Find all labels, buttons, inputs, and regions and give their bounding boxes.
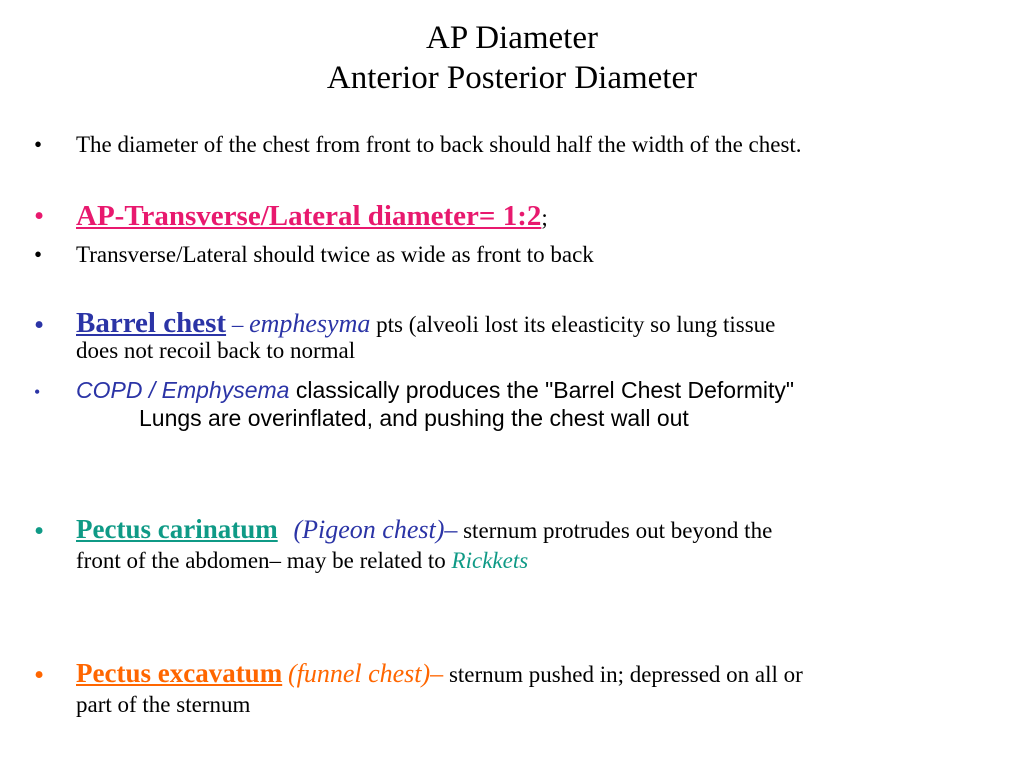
pectus-carinatum-rest: sternum protrudes out beyond the — [457, 518, 773, 543]
title-line-1: AP Diameter — [426, 20, 598, 56]
barrel-chest-rest: pts (alveoli lost its eleasticity so lung tissue — [370, 312, 776, 337]
bullet-dot: • — [34, 200, 45, 232]
copd-rest: classically produces the "Barrel Chest Deformity" — [289, 377, 795, 403]
pectus-carinatum-heading: Pectus carinatum — [76, 514, 278, 544]
barrel-chest-dash: – — [226, 312, 250, 337]
pectus-carinatum-line2-text: front of the abdomen– may be related to — [76, 548, 452, 573]
pectus-excavatum-line2: part of the sternum — [76, 692, 251, 717]
slide-title — [0, 18, 1024, 98]
emphysema-term: emphesyma — [249, 309, 371, 338]
pectus-excavatum-rest: sternum pushed in; depressed on all or — [443, 662, 803, 687]
rickkets-term: Rickkets — [451, 548, 529, 573]
bullet-dot: • — [34, 309, 45, 341]
bullet-dot: • — [34, 515, 45, 547]
copd-term: COPD / Emphysema — [76, 377, 290, 403]
bullet-text: Transverse/Lateral should twice as wide as front to back — [76, 242, 594, 267]
title-line-2: Anterior Posterior Diameter — [326, 60, 698, 96]
ap-ratio-heading: AP-Transverse/Lateral diameter= 1:2 — [76, 200, 542, 232]
bullet-dot: • — [34, 659, 45, 691]
bullet-dot: • — [34, 382, 41, 402]
bullet-text: The diameter of the chest from front to back should half the width of the chest. — [76, 132, 802, 157]
barrel-chest-line2: does not recoil back to normal — [76, 338, 356, 363]
bullet-dot: • — [34, 242, 43, 267]
funnel-chest-term: (funnel chest)– — [287, 659, 444, 688]
pectus-excavatum-heading: Pectus excavatum — [76, 658, 283, 688]
copd-line2: Lungs are overinflated, and pushing the chest wall out — [139, 405, 689, 431]
bullet-dot: • — [34, 132, 43, 157]
barrel-chest-heading: Barrel chest — [76, 307, 227, 339]
pigeon-chest-term: (Pigeon chest)– — [293, 515, 458, 544]
ap-ratio-suffix: ; — [541, 205, 548, 230]
pectus-carinatum-line2 — [76, 546, 970, 576]
